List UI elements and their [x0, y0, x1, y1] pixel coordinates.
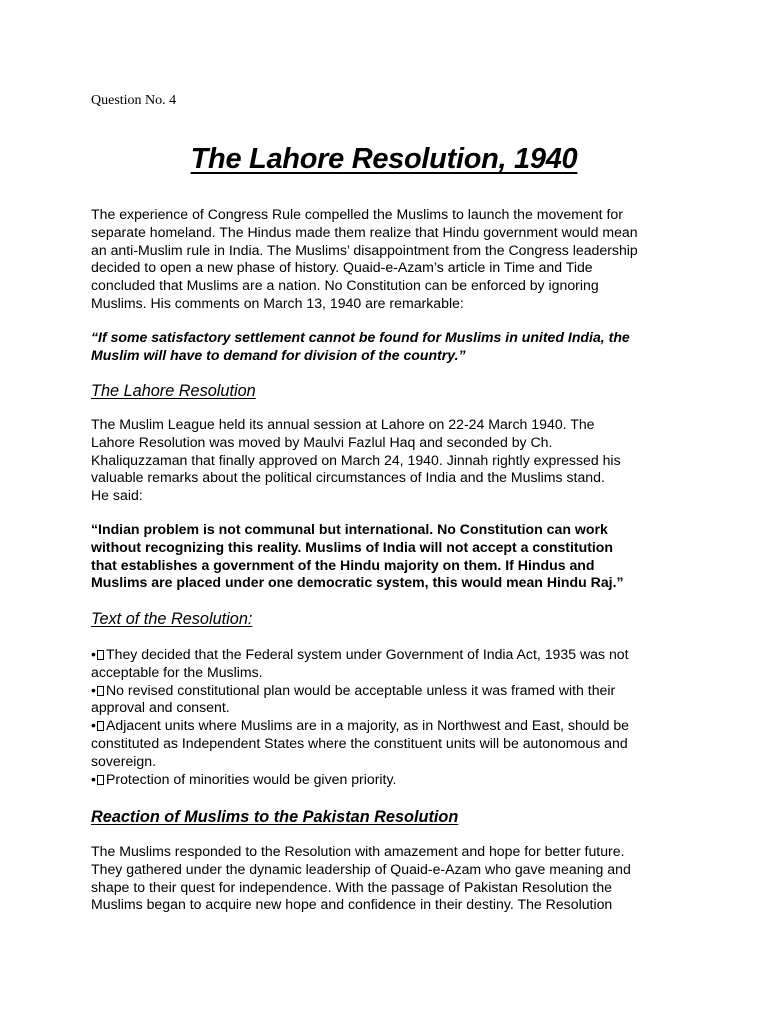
quote-line: Muslim will have to demand for division of the country.”	[91, 346, 466, 363]
bullet-text: constituted as Independent States where the constituent units will be autonomous and	[91, 734, 628, 751]
bullet-text: Protection of minorities would be given priority.	[106, 770, 397, 787]
bullet-icon: •	[91, 646, 96, 662]
quote-jinnah	[91, 521, 681, 592]
bullet-icon: •	[91, 681, 96, 698]
paragraph-line: The experience of Congress Rule compelled the Muslims to launch the movement for	[91, 206, 623, 222]
paragraph-line: Muslims. His comments on March 13, 1940 are remarkable:	[91, 294, 464, 311]
paragraph-line: shape to their quest for independence. With the passage of Pakistan Resolution the	[91, 878, 613, 895]
bullet-text: They decided that the Federal system under Government of India Act, 1935 was not	[106, 646, 629, 662]
quote-line: that establishes a government of the Hindu majority on them. If Hindus and	[91, 556, 595, 573]
paragraph-line: The Muslims responded to the Resolution with amazement and hope for better future.	[91, 843, 625, 859]
missing-glyph-box-icon	[97, 775, 104, 785]
intro-paragraph	[91, 206, 681, 313]
paragraph-line: decided to open a new phase of history. Quaid-e-Azam’s article in Time and Tide	[91, 259, 593, 276]
quote-line: “If some satisfactory settlement cannot be found for Muslims in united India, the	[91, 329, 630, 345]
quote-line: without recognizing this reality. Muslims of India will not accept a constitution	[91, 538, 614, 555]
question-label: Question No. 4	[91, 93, 177, 108]
bullet-text: Adjacent units where Muslims are in a majority, as in Northwest and East, should be	[106, 717, 630, 734]
bullet-text: approval and consent.	[91, 699, 230, 716]
bullet-item-line	[91, 771, 681, 789]
missing-glyph-box-icon	[97, 650, 104, 660]
section-heading-reaction: Reaction of Muslims to the Pakistan Resolution	[91, 808, 459, 826]
paragraph-line: They gathered under the dynamic leadership of Quaid-e-Azam who gave meaning and	[91, 860, 631, 877]
paragraph-line: separate homeland. The Hindus made them realize that Hindu government would mean	[91, 223, 638, 240]
quote-march-13	[91, 329, 681, 365]
page-title: The Lahore Resolution, 1940	[190, 143, 578, 175]
paragraph-line: The Muslim League held its annual session at Lahore on 22-24 March 1940. The	[91, 416, 595, 432]
paragraph-line: He said:	[91, 487, 143, 504]
paragraph-line: valuable remarks about the political circumstances of India and the Muslims stand.	[91, 469, 605, 486]
bullet-text: sovereign.	[91, 752, 157, 769]
paragraph-line: Lahore Resolution was moved by Maulvi Fazlul Haq and seconded by Ch.	[91, 433, 553, 450]
bullet-text: acceptable for the Muslims.	[91, 663, 263, 680]
bullet-item-line	[91, 646, 681, 664]
bullet-icon: •	[91, 770, 96, 787]
bullet-item-line	[91, 717, 681, 735]
missing-glyph-box-icon	[97, 721, 104, 731]
bullet-continuation-line	[91, 699, 681, 717]
reaction-paragraph	[91, 843, 681, 914]
lahore-paragraph	[91, 416, 681, 505]
resolution-bullet-list	[91, 646, 681, 788]
quote-line: “Indian problem is not communal but international. No Constitution can work	[91, 521, 608, 537]
paragraph-line: Muslims began to acquire new hope and confidence in their destiny. The Resolution	[91, 896, 613, 913]
bullet-text: No revised constitutional plan would be acceptable unless it was framed with their	[106, 681, 616, 698]
bullet-continuation-line	[91, 735, 681, 753]
missing-glyph-box-icon	[97, 686, 104, 696]
paragraph-line: an anti-Muslim rule in India. The Muslims’ disappointment from the Congress leadership	[91, 241, 638, 258]
bullet-icon: •	[91, 717, 96, 734]
paragraph-line: concluded that Muslims are a nation. No Constitution can be enforced by ignoring	[91, 277, 599, 294]
quote-line: Muslims are placed under one democratic system, this would mean Hindu Raj.”	[91, 574, 624, 591]
section-heading-text-of-resolution: Text of the Resolution:	[91, 610, 253, 628]
paragraph-line: Khaliquzzaman that finally approved on March 24, 1940. Jinnah rightly expressed his	[91, 451, 621, 468]
bullet-continuation-line	[91, 664, 681, 682]
section-heading-lahore-resolution: The Lahore Resolution	[91, 382, 256, 400]
bullet-continuation-line	[91, 753, 681, 771]
bullet-item-line	[91, 682, 681, 700]
